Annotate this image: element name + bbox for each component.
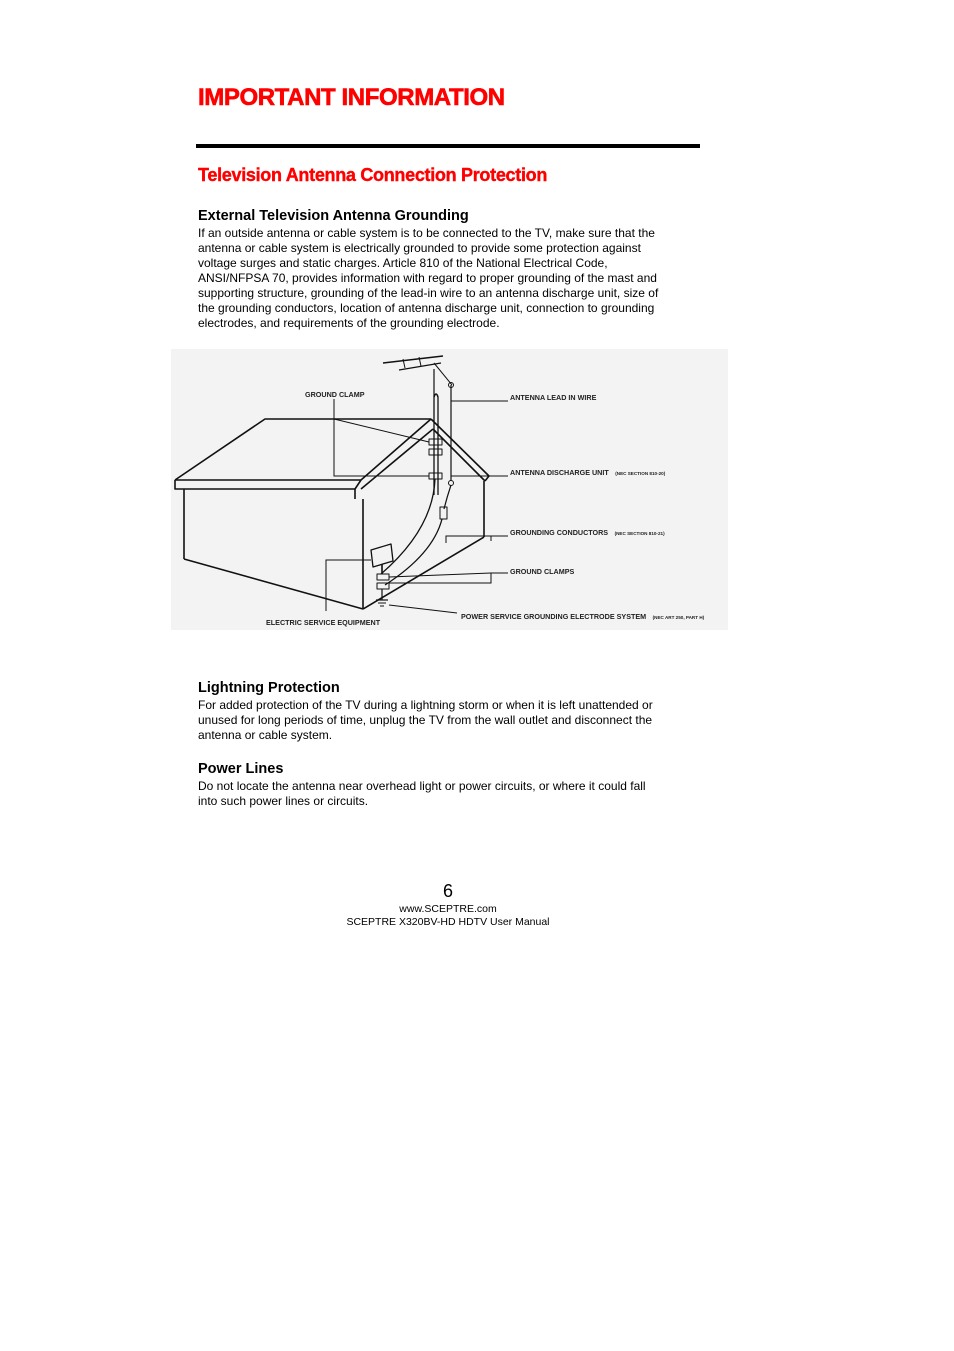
section-title: Television Antenna Connection Protection (198, 165, 548, 185)
label-ground-clamp: GROUND CLAMP (305, 390, 365, 399)
footer-manual: SCEPTRE X320BV-HD HDTV User Manual (346, 916, 550, 928)
house-roof-left (175, 419, 431, 480)
footer-website: www.SCEPTRE.com (399, 903, 497, 915)
lightning-heading: Lightning Protection (198, 680, 340, 696)
lightning-body: For added protection of the TV during a lightning storm or when it is left unattended or unused for long periods of time, unplug the TV from the wall outlet and disconnect the antenna or cable system. (198, 698, 653, 742)
label-antenna-lead: ANTENNA LEAD IN WIRE (510, 393, 597, 402)
label-service-equipment: ELECTRIC SERVICE EQUIPMENT (266, 618, 381, 627)
label-electrode-system: POWER SERVICE GROUNDING ELECTRODE SYSTEM (NEC ART 250, PART H) (461, 612, 705, 621)
power-lines-body: Do not locate the antenna near overhead light or power circuits, or where it could fall into such power lines or circuits. (198, 779, 646, 808)
label-ground-clamps: GROUND CLAMPS (510, 567, 575, 576)
antenna-grounding-diagram (171, 349, 728, 630)
page-number: 6 (442, 881, 453, 901)
power-lines-heading: Power Lines (198, 761, 284, 777)
title-divider (196, 144, 700, 148)
label-grounding-conductors: GROUNDING CONDUCTORS (NEC SECTION 810-21) (510, 528, 665, 537)
page-title: IMPORTANT INFORMATION (198, 84, 505, 111)
grounding-body: If an outside antenna or cable system is to be connected to the TV, make sure that the antenna or cable system is electrically grounded to provide some protection against voltage surges and static charges. Article 810 of the National Electrical Code, ANSI/NFPSA 70, provides information with regard to proper grounding of the mast and supporting structure, grounding of the lead-in wire to an antenna discharge unit, size of the grounding conductors, location of antenna discharge unit, connection to grounding electrodes, and requirements of the grounding electrode. (198, 226, 659, 330)
label-discharge-unit: ANTENNA DISCHARGE UNIT (NEC SECTION 810-20) (510, 468, 666, 477)
grounding-heading: External Television Antenna Grounding (198, 208, 469, 224)
